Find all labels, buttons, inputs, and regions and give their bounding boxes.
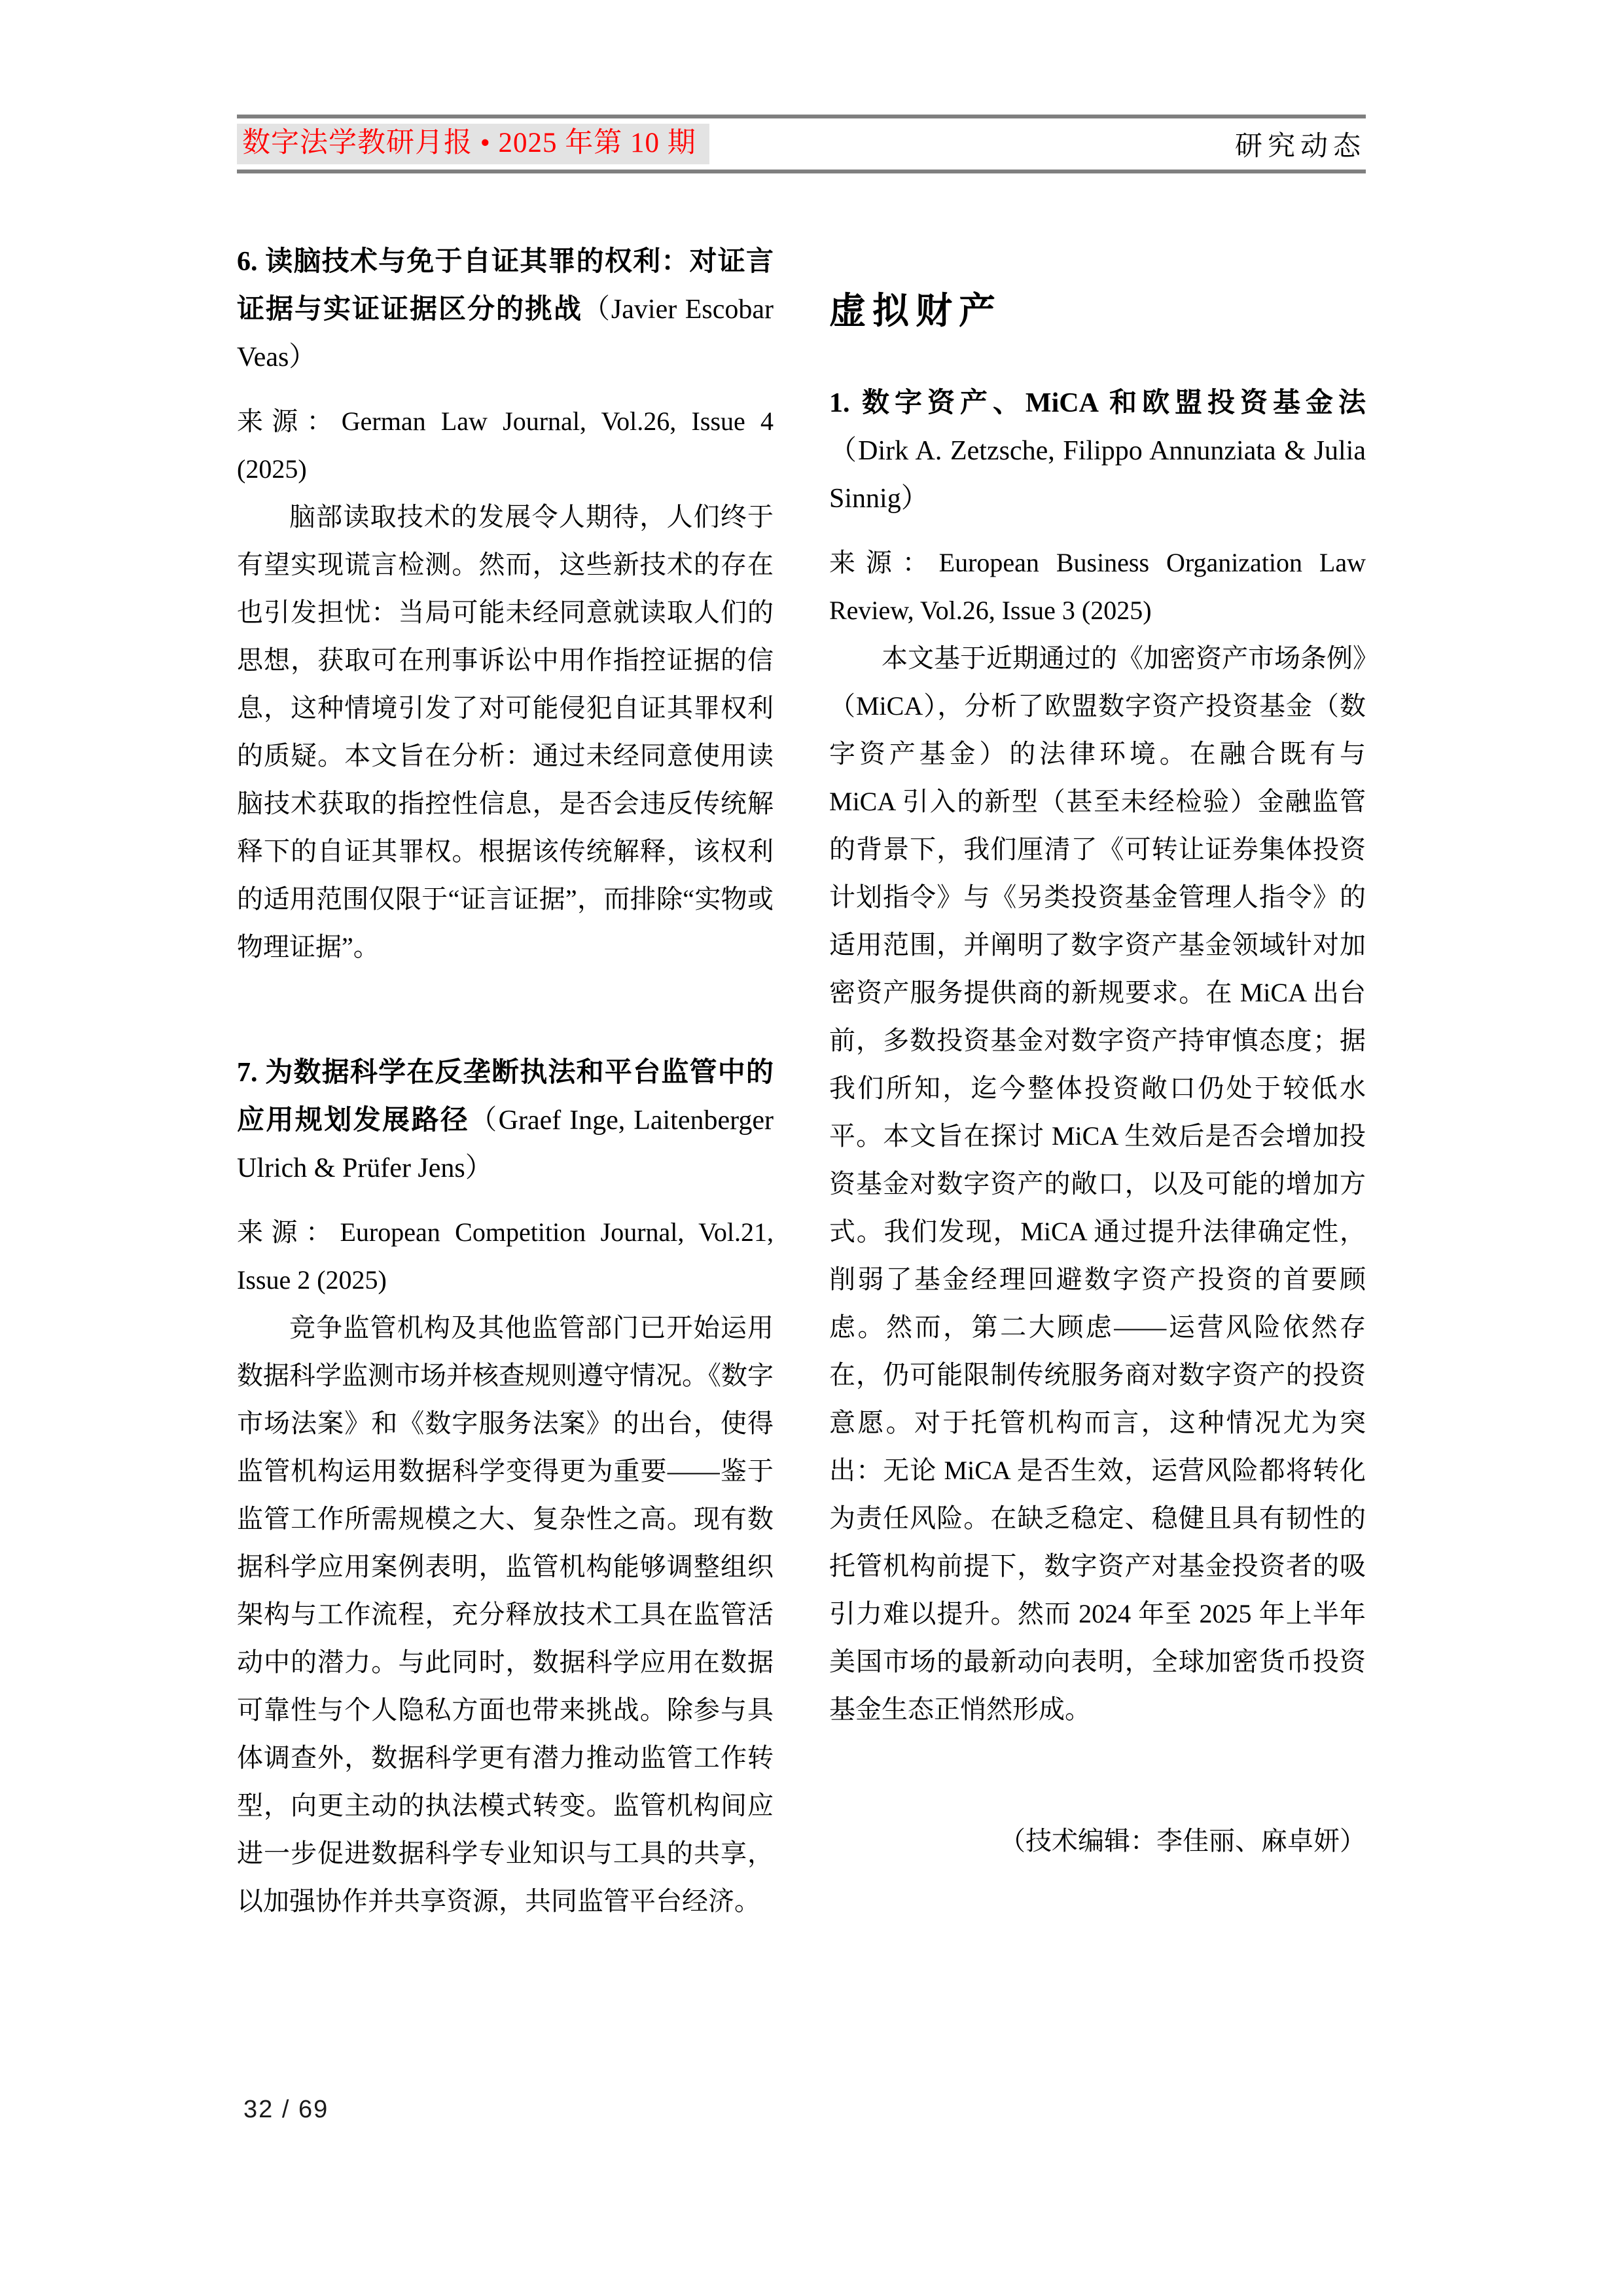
content-columns: [237, 238, 1366, 1925]
entry-7-source: [237, 1208, 774, 1304]
entry-7: [237, 1049, 774, 1925]
header-row: [237, 118, 1366, 170]
entry-1-abstract: 本文基于近期通过的《加密资产市场条例》（MiCA），分析了欧盟数字资产投资基金（数字资产基金）的法律环境。在融合既有与 MiCA 引入的新型（甚至未经检验）金融监管的背景下，我们厘清了《可转让证券集体投资计划指令》与《另类投资基金管理人指令》的适用范围，并阐明了数字资产基金领域针对加密资产服务提供商的新规要求。在 MiCA 出台前，多数投资基金对数字资产持审慎态度；据我们所知，迄今整体投资敞口仍处于较低水平。本文旨在探讨 MiCA 生效后是否会增加投资基金对数字资产的敞口，以及可能的增加方式。我们发现，MiCA 通过提升法律确定性，削弱了基金经理回避数字资产投资的首要顾虑。然而，第二大顾虑——运营风险依然存在，仍可能限制传统服务商对数字资产的投资意愿。对于托管机构而言，这种情况尤为突出：无论 MiCA 是否生效，运营风险都将转化为责任风险。在缺乏稳定、稳健且具有韧性的托管机构前提下，数字资产对基金投资者的吸引力难以提升。然而 2024 年至 2025 年上半年美国市场的最新动向表明，全球加密货币投资基金生态正悄然形成。: [829, 643, 1366, 1724]
entry-7-title: [237, 1049, 774, 1193]
entry-1-source-value: European Business Organization Law Review, Vol.26, Issue 3 (2025): [829, 548, 1366, 625]
entry-7-source-value: European Competition Journal, Vol.21, Issue 2 (2025): [237, 1217, 774, 1295]
header-bottom-rule: [237, 170, 1366, 173]
entry-1: [829, 380, 1366, 1733]
entry-1-authors: （Dirk A. Zetzsche, Filippo Annunziata & Julia Sinnig）: [829, 436, 1366, 514]
entry-7-source-label: 来源：: [237, 1217, 340, 1247]
section-heading-virtual-property: 虚拟财产: [829, 291, 1002, 332]
entry-1-title: [829, 380, 1366, 523]
entry-1-title-text: 1. 数字资产、MiCA 和欧盟投资基金法: [829, 388, 1366, 418]
entry-6-title-text: 6. 读脑技术与免于自证其罪的权利：对证言证据与实证证据区分的挑战: [237, 247, 774, 325]
entry-7-abstract: 竞争监管机构及其他监管部门已开始运用数据科学监测市场并核查规则遵守情况。《数字市场法案》和《数字服务法案》的出台，使得监管机构运用数据科学变得更为重要——鉴于监管工作所需规模之大、复杂性之高。现有数据科学应用案例表明，监管机构能够调整组织架构与工作流程，充分释放技术工具在监管活动中的潜力。与此同时，数据科学应用在数据可靠性与个人隐私方面也带来挑战。除参与具体调查外，数据科学更有潜力推动监管工作转型，向更主动的执法模式转变。监管机构间应进一步促进数据科学专业知识与工具的共享，以加强协作并共享资源，共同监管平台经济。: [237, 1313, 774, 1916]
page-number: 32 / 69: [243, 2096, 329, 2123]
entry-1-source: [829, 539, 1366, 634]
page-header: [237, 115, 1366, 173]
right-column: [829, 238, 1366, 1925]
entry-6-abstract: 脑部读取技术的发展令人期待，人们终于有望实现谎言检测。然而，这些新技术的存在也引发担忧：当局可能未经同意就读取人们的思想，获取可在刑事诉讼中用作指控证据的信息，这种情境引发了对可能侵犯自证其罪权利的质疑。本文旨在分析：通过未经同意使用读脑技术获取的指控性信息，是否会违反传统解释下的自证其罪权。根据该传统解释，该权利的适用范围仅限于“证言证据”，而排除“实物或物理证据”。: [237, 502, 774, 961]
entry-1-source-label: 来源：: [829, 548, 939, 577]
editor-note: （技术编辑：李佳丽、麻卓妍）: [999, 1826, 1366, 1856]
header-section-label: 研究动态: [1234, 132, 1366, 162]
entry-7-title-text: 7. 为数据科学在反垄断执法和平台监管中的应用规划发展路径: [237, 1058, 774, 1136]
journal-title-badge: 数字法学教研月报 • 2025 年第 10 期: [237, 124, 709, 164]
entry-6: [237, 238, 774, 971]
entry-6-source-value: German Law Journal, Vol.26, Issue 4 (2025): [237, 406, 774, 484]
left-column: [237, 238, 774, 1925]
entry-6-source: [237, 397, 774, 493]
entry-7-authors: （Graef Inge, Laitenberger Ulrich & Prüfer Jens）: [237, 1105, 774, 1183]
entry-6-title: [237, 238, 774, 382]
entry-6-source-label: 来源：: [237, 406, 342, 436]
entry-6-authors: （Javier Escobar Veas）: [237, 295, 774, 372]
